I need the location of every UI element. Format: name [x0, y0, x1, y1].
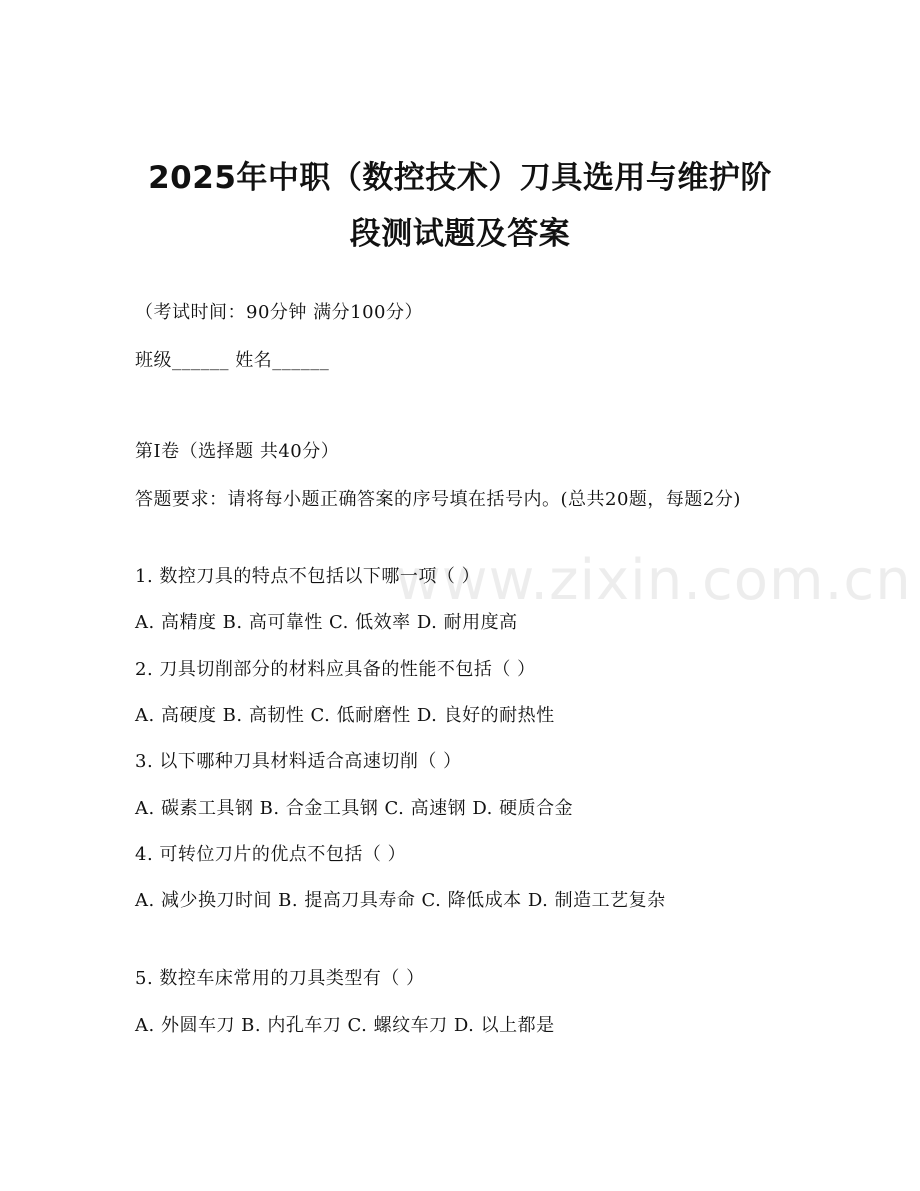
title-line-1: 2025年中职（数控技术）刀具选用与维护阶 [148, 160, 772, 196]
question-2-stem: 2. 刀具切削部分的材料应具备的性能不包括（ ） [135, 659, 536, 680]
section-heading: 第I卷（选择题 共40分） [135, 441, 340, 462]
watermark: www.zixin.com.cn [395, 548, 912, 613]
question-5-stem: 5. 数控车床常用的刀具类型有（ ） [135, 968, 425, 989]
question-3-options: A. 碳素工具钢 B. 合金工具钢 C. 高速钢 D. 硬质合金 [135, 798, 574, 819]
question-3-stem: 3. 以下哪种刀具材料适合高速切削（ ） [135, 751, 462, 772]
title-line-2: 段测试题及答案 [349, 216, 571, 252]
question-1-stem: 1. 数控刀具的特点不包括以下哪一项（ ） [135, 566, 481, 587]
student-info: 班级______ 姓名______ [135, 350, 330, 371]
question-5-options: A. 外圆车刀 B. 内孔车刀 C. 螺纹车刀 D. 以上都是 [135, 1015, 555, 1036]
exam-info: （考试时间：90分钟 满分100分） [135, 302, 423, 323]
instructions: 答题要求：请将每小题正确答案的序号填在括号内。(总共20题，每题2分) [135, 489, 741, 510]
question-4-options: A. 减少换刀时间 B. 提高刀具寿命 C. 降低成本 D. 制造工艺复杂 [135, 890, 666, 911]
question-4-stem: 4. 可转位刀片的优点不包括（ ） [135, 844, 407, 865]
question-2-options: A. 高硬度 B. 高韧性 C. 低耐磨性 D. 良好的耐热性 [135, 705, 555, 726]
question-1-options: A. 高精度 B. 高可靠性 C. 低效率 D. 耐用度高 [135, 612, 518, 633]
document-title [100, 150, 820, 262]
